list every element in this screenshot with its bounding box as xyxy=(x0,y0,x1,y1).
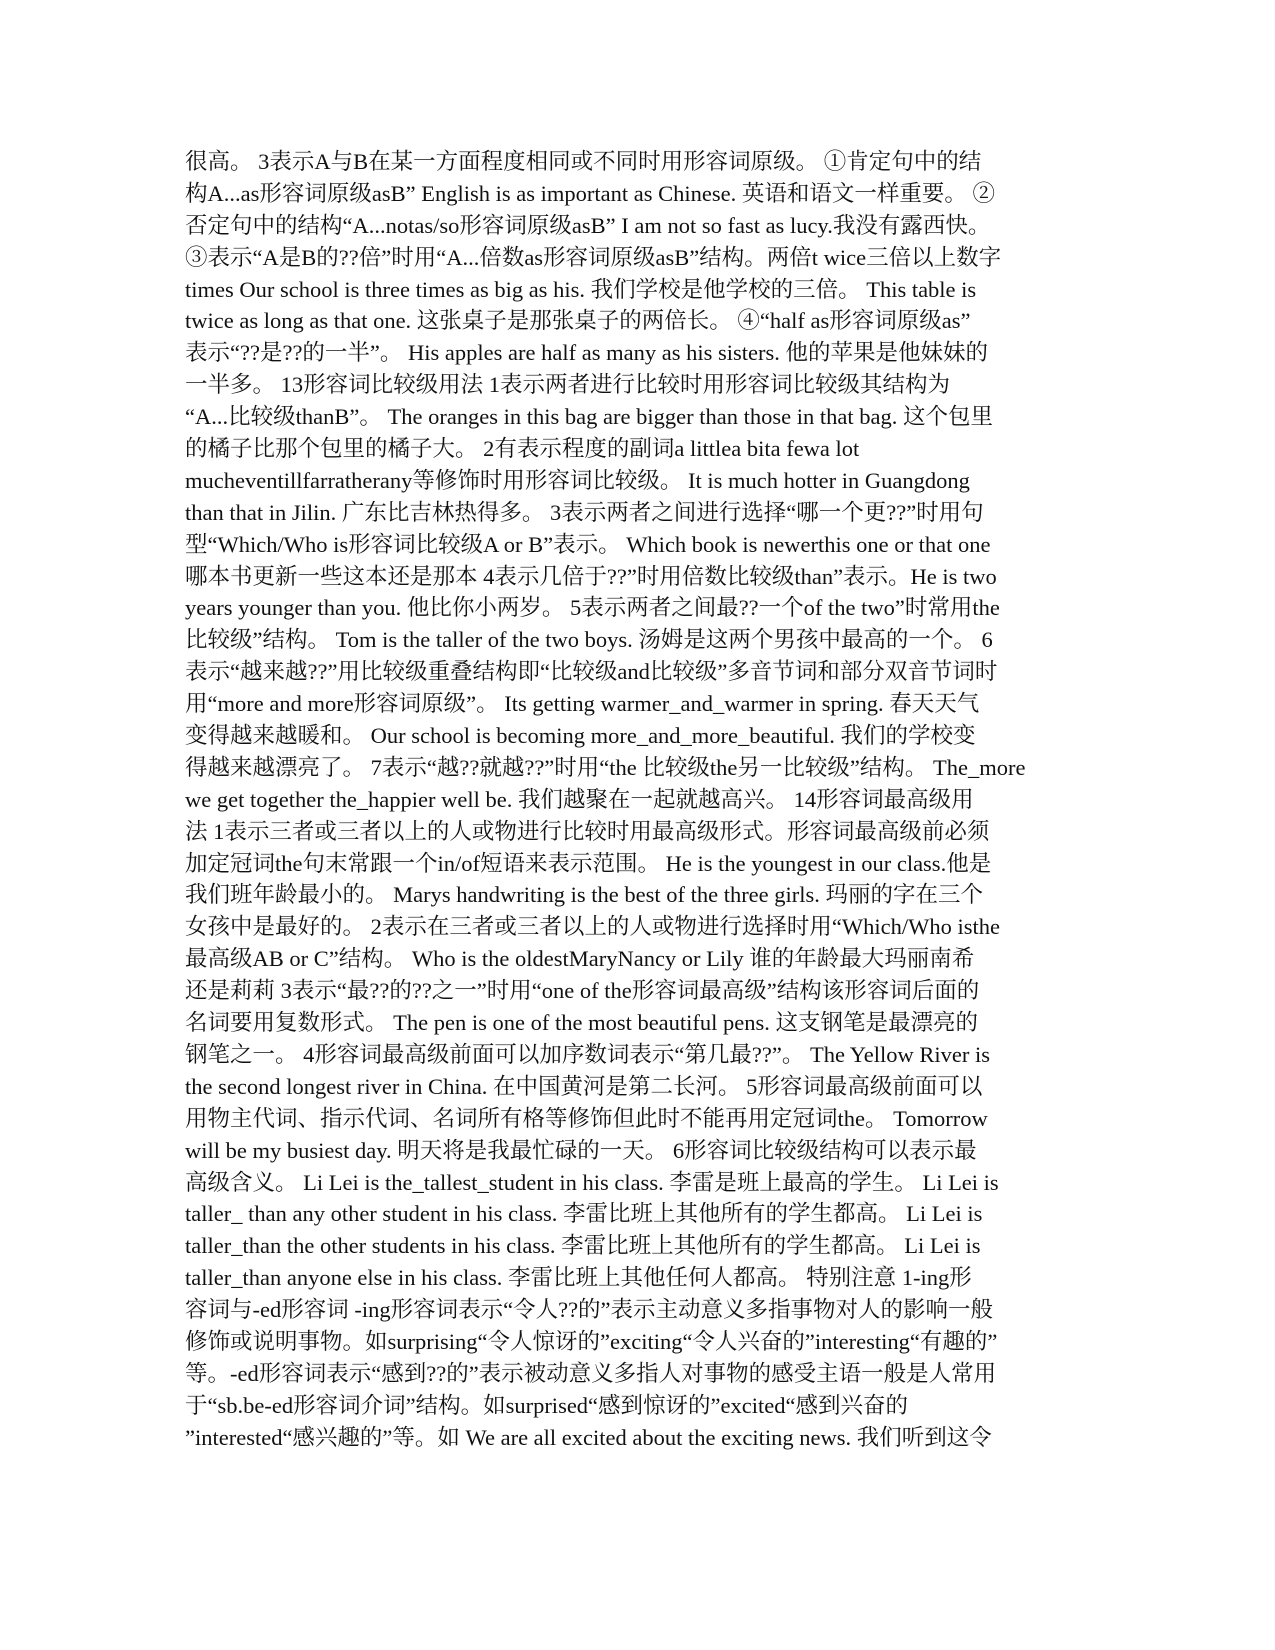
body-text xyxy=(185,146,1085,1466)
text-line: 高级含义。 Li Lei is the_tallest_student in his class. 李雷是班上最高的学生。 Li Lei is xyxy=(185,1169,999,1195)
text-line: taller_than anyone else in his class. 李雷比班上其他任何人都高。 特别注意 1-ing形 xyxy=(185,1265,972,1291)
text-line: “A...比较级thanB”。 The oranges in this bag are bigger than those in that bag. 这个包里 xyxy=(185,404,993,430)
text-line: than that in Jilin. 广东比吉林热得多。 3表示两者之间进行选择“哪一个更??”时用句 xyxy=(185,499,984,525)
text-line: 法 1表示三者或三者以上的人或物进行比较时用最高级形式。形容词最高级前必须 xyxy=(185,818,990,844)
text-line: taller_ than any other student in his class. 李雷比班上其他所有的学生都高。 Li Lei is xyxy=(185,1201,983,1227)
text-line: 表示“越来越??”用比较级重叠结构即“比较级and比较级”多音节词和部分双音节词时 xyxy=(185,659,998,685)
text-line: 很高。 3表示A与B在某一方面程度相同或不同时用形容词原级。 ①肯定句中的结 xyxy=(185,149,982,174)
text-line: 哪本书更新一些这本还是那本 4表示几倍于??”时用倍数比较级than”表示。He is two xyxy=(185,563,997,589)
text-line: we get together the_happier well be. 我们越聚在一起就越高兴。 14形容词最高级用 xyxy=(185,786,974,812)
text-line: 容词与-ed形容词 -ing形容词表示“令人??的”表示主动意义多指事物对人的影响一般 xyxy=(185,1297,994,1323)
text-line: 得越来越漂亮了。 7表示“越??就越??”时用“the 比较级the另一比较级”结构。 The_more xyxy=(185,754,1026,780)
text-line: 钢笔之一。 4形容词最高级前面可以加序数词表示“第几最??”。 The Yellow River is xyxy=(185,1041,990,1067)
text-line: ③表示“A是B的??倍”时用“A...倍数as形容词原级asB”结构。两倍t wice三倍以上数字 xyxy=(185,244,1002,270)
text-line: will be my busiest day. 明天将是我最忙碌的一天。 6形容词比较级结构可以表示最 xyxy=(185,1137,977,1163)
text-line: 的橘子比那个包里的橘子大。 2有表示程度的副词a littlea bita fewa lot xyxy=(185,436,860,462)
text-line: 我们班年龄最小的。 Marys handwriting is the best of the three girls. 玛丽的字在三个 xyxy=(185,882,984,908)
text-line: twice as long as that one. 这张桌子是那张桌子的两倍长。 ④“half as形容词原级as” xyxy=(185,308,971,334)
text-line: 最高级AB or C”结构。 Who is the oldestMaryNancy or Lily 谁的年龄最大玛丽南希 xyxy=(185,946,975,972)
text-line: 变得越来越暖和。 Our school is becoming more_and_more_beautiful. 我们的学校变 xyxy=(185,723,976,749)
text-line: 否定句中的结构“A...notas/so形容词原级asB” I am not so fast as lucy.我没有露西快。 xyxy=(185,212,991,238)
text-line: times Our school is three times as big as his. 我们学校是他学校的三倍。 This table is xyxy=(185,276,977,302)
text-line: 于“sb.be-ed形容词介词”结构。如surprised“感到惊讶的”excited“感到兴奋的 xyxy=(185,1392,908,1418)
text-line: taller_than the other students in his class. 李雷比班上其他所有的学生都高。 Li Lei is xyxy=(185,1233,981,1259)
text-line: mucheventillfarratherany等修饰时用形容词比较级。 It is much hotter in Guangdong xyxy=(185,467,970,493)
text-line: 还是莉莉 3表示“最??的??之一”时用“one of the形容词最高级”结构该形容词后面的 xyxy=(185,978,980,1004)
text-line: 用“more and more形容词原级”。 Its getting warmer_and_warmer in spring. 春天天气 xyxy=(185,691,980,717)
text-line: 修饰或说明事物。如surprising“令人惊讶的”exciting“令人兴奋的”interesting“有趣的” xyxy=(185,1328,998,1354)
text-line: the second longest river in China. 在中国黄河是第二长河。 5形容词最高级前面可以 xyxy=(185,1073,983,1099)
text-line: 一半多。 13形容词比较级用法 1表示两者进行比较时用形容词比较级其结构为 xyxy=(185,372,951,398)
text-line: 女孩中是最好的。 2表示在三者或三者以上的人或物进行选择时用“Which/Who isthe xyxy=(185,914,1000,940)
text-line: years younger than you. 他比你小两岁。 5表示两者之间最??一个of the two”时常用the xyxy=(185,595,1000,621)
text-line: 等。-ed形容词表示“感到??的”表示被动意义多指人对事物的感受主语一般是人常用 xyxy=(185,1360,997,1386)
text-line: 构A...as形容词原级asB” English is as important as Chinese. 英语和语文一样重要。 ② xyxy=(185,180,995,206)
text-line: 名词要用复数形式。 The pen is one of the most beautiful pens. 这支钢笔是最漂亮的 xyxy=(185,1010,979,1036)
text-line: 表示“??是??的一半”。 His apples are half as many as his sisters. 他的苹果是他妹妹的 xyxy=(185,340,988,366)
text-line: ”interested“感兴趣的”等。如 We are all excited about the exciting news. 我们听到这令 xyxy=(185,1424,992,1450)
text-line: 型“Which/Who is形容词比较级A or B”表示。 Which book is newerthis one or that one xyxy=(185,531,991,557)
text-line: 比较级”结构。 Tom is the taller of the two boys. 汤姆是这两个男孩中最高的一个。 6 xyxy=(185,627,993,653)
text-line: 加定冠词the句末常跟一个in/of短语来表示范围。 He is the youngest in our class.他是 xyxy=(185,850,992,876)
text-line: 用物主代词、指示代词、名词所有格等修饰但此时不能再用定冠词the。 Tomorrow xyxy=(185,1105,988,1131)
